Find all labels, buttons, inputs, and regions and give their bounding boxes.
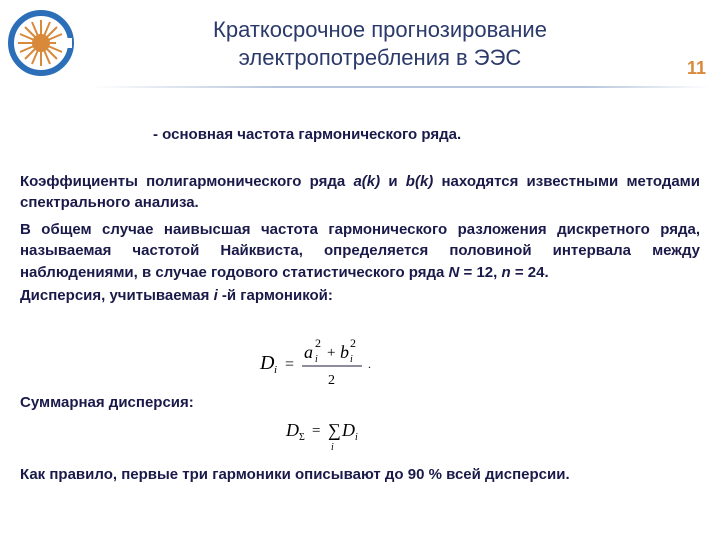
- f1-b: b: [340, 342, 349, 362]
- summary-label: Суммарная дисперсия:: [20, 394, 194, 411]
- nyquist-paragraph: [20, 219, 700, 284]
- dispersion-formula: [258, 336, 378, 388]
- coefficients-paragraph: [20, 171, 700, 214]
- para3-before: Дисперсия, учитываемая: [20, 287, 214, 304]
- conclusion-text: Как правило, первые три гармоники описывают до 90 % всей дисперсии.: [20, 466, 570, 483]
- var-n: n: [501, 263, 511, 281]
- sun-ring-logo-icon: [6, 8, 76, 78]
- f2-sum-sub: i: [331, 442, 334, 452]
- f1-b-sub: i: [350, 354, 353, 365]
- page-title: [150, 16, 610, 72]
- f1-a-sub: i: [315, 354, 318, 365]
- f2-sigma: Σ: [299, 432, 305, 443]
- f1-den: 2: [328, 373, 335, 388]
- f1-b-pow: 2: [350, 336, 356, 350]
- para1-after: находятся известными методами спектрального анализа.: [20, 172, 700, 211]
- f2-D2-sub: i: [355, 432, 358, 443]
- para2-text: В общем случае наивысшая частота гармонического разложения дискретного ряда, называемая частотой Найквиста, определяется половиной интервала между наблюдениями, в случае годового статистического ряда: [20, 220, 700, 281]
- title-line-1: Краткосрочное прогнозирование: [213, 17, 547, 42]
- para3-after: -й гармоникой:: [217, 287, 333, 304]
- frequency-note: - основная частота гармонического ряда.: [153, 126, 462, 143]
- f1-D: D: [260, 352, 275, 374]
- slide-number: 11: [686, 58, 706, 78]
- para1-mid: и: [380, 172, 406, 190]
- f1-dot: .: [368, 357, 371, 371]
- slide-body: [20, 124, 700, 307]
- para2-eq1: = 12,: [459, 263, 502, 281]
- title-line-2: электропотребления в ЭЭС: [238, 45, 522, 70]
- f1-a-pow: 2: [315, 336, 321, 350]
- coef-b: b(k): [405, 172, 434, 190]
- para2-eq2: = 24.: [510, 263, 549, 281]
- f1-D-sub: i: [274, 364, 278, 376]
- var-N: N: [448, 263, 460, 281]
- f2-sum: ∑: [328, 420, 341, 440]
- f2-D: D: [286, 420, 299, 440]
- slide-header: [0, 0, 720, 92]
- para1-before: Коэффициенты полигармонического ряда: [20, 172, 354, 190]
- header-divider: [90, 86, 710, 88]
- f2-eq: =: [312, 423, 321, 439]
- dispersion-paragraph: [20, 285, 700, 307]
- coef-a: a(k): [353, 172, 381, 190]
- f1-plus: +: [327, 345, 336, 361]
- f1-eq: =: [285, 356, 295, 373]
- var-i: i: [213, 287, 218, 304]
- f1-a: a: [304, 342, 313, 362]
- total-dispersion-formula: [284, 418, 374, 452]
- f2-D2: D: [342, 420, 355, 440]
